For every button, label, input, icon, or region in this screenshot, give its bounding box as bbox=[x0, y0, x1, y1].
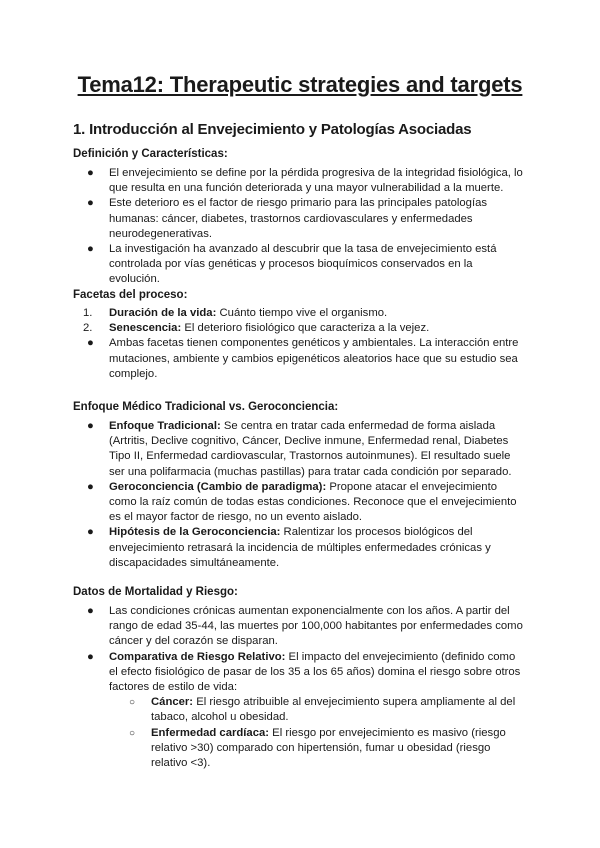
list-item: ● Comparativa de Riesgo Relativo: El impacto del envejecimiento (definido como el efecto fisiológico de pasar de los 35 a los 65 años) domina el riesgo sobre otros factores de estilo de vida: ○ Cáncer: El riesgo atribuible al envejecimiento supera ampliamente al del tabaco, alcohol u obesidad. ○ Enfermedad cardíaca: El riesgo por envejecimiento es masivo (riesgo relativo >30) comparado con hipertensión, fumar u obesidad (riesgo relativo <3). bbox=[73, 650, 523, 772]
list-item: ● La investigación ha avanzado al descubrir que la tasa de envejecimiento está controlada por vías genéticas y procesos bioquímicos conservados en la evolución. bbox=[87, 243, 497, 286]
sub-list bbox=[109, 695, 523, 771]
list-item: 2. Senescencia: El deterioro fisiológico que caracteriza a la vejez. bbox=[73, 321, 523, 336]
list-item: ● Hipótesis de la Geroconciencia: Ralentizar los procesos biológicos del envejecimiento retrasará la incidencia de múltiples enfermedades crónicas y discapacidades simultáneamente. bbox=[87, 526, 491, 569]
bullet-icon: ● bbox=[87, 650, 94, 663]
circle-bullet-icon: ○ bbox=[129, 697, 136, 709]
bullet-icon: ● bbox=[87, 420, 94, 432]
list-item: ● Enfoque Tradicional: Se centra en tratar cada enfermedad de forma aislada (Artritis, Declive cognitivo, Cáncer, Declive inmune, Enfermedad renal, Diabetes Tipo II, Enfermedad cardiovascular, Trastornos autoinmunes). El resultado suele ser una polifarmacia (muchas pastillas) para tratar cada condición por separado. bbox=[87, 420, 512, 478]
page-title: Tema12: Therapeutic strategies and targets bbox=[77, 72, 523, 97]
sub-list-item: ○ Enfermedad cardíaca: El riesgo por envejecimiento es masivo (riesgo relativo >30) comparado con hipertensión, fumar u obesidad (riesgo relativo <3). bbox=[129, 726, 506, 770]
bullet-icon: ● bbox=[87, 337, 94, 350]
bullet-icon: ● bbox=[87, 605, 94, 617]
bullet-icon: ● bbox=[87, 480, 94, 493]
mortality-list bbox=[73, 604, 523, 771]
definition-heading: Definición y Características: bbox=[73, 148, 228, 160]
list-number: 2. bbox=[83, 322, 93, 335]
list-item: 1. Duración de la vida: Cuánto tiempo vive el organismo. bbox=[73, 306, 523, 321]
bullet-icon: ● bbox=[87, 243, 94, 256]
bullet-icon: ● bbox=[87, 167, 94, 179]
list-item: ● Geroconciencia (Cambio de paradigma): Propone atacar el envejecimiento como la raíz común de todas estas condiciones. Reconoce que el envejecimiento es el mayor factor de riesgo, no un evento aislado. bbox=[87, 480, 517, 524]
facets-heading: Facetas del proceso: bbox=[73, 289, 188, 301]
approach-heading: Enfoque Médico Tradicional vs. Geroconciencia: bbox=[73, 401, 339, 413]
mortality-heading: Datos de Mortalidad y Riesgo: bbox=[73, 586, 238, 598]
list-number: 1. bbox=[83, 307, 93, 319]
sub-list-item: ○ Cáncer: El riesgo atribuible al envejecimiento supera ampliamente al del tabaco, alcohol u obesidad. bbox=[129, 696, 516, 724]
definition-list bbox=[73, 166, 523, 288]
facets-list bbox=[73, 306, 523, 382]
approach-list bbox=[73, 419, 523, 571]
bullet-icon: ● bbox=[87, 197, 94, 210]
list-item: ● Las condiciones crónicas aumentan exponencialmente con los años. A partir del rango de edad 35-44, las muertes por 100,000 habitantes por enfermedades como cáncer y del corazón se disparan. bbox=[87, 605, 523, 648]
list-item: ● Este deterioro es el factor de riesgo primario para las principales patologías humanas: cáncer, diabetes, trastornos cardiovasculares y enfermedades neurodegenerativas. bbox=[87, 197, 488, 240]
list-item: ● Ambas facetas tienen componentes genéticos y ambientales. La interacción entre mutaciones, ambiente y cambios epigenéticos aleatorios hace que su estudio sea complejo. bbox=[87, 337, 519, 380]
section-heading: 1. Introducción al Envejecimiento y Patologías Asociadas bbox=[73, 121, 472, 138]
bullet-icon: ● bbox=[87, 526, 94, 539]
list-item: ● El envejecimiento se define por la pérdida progresiva de la integridad fisiológica, lo que resulta en una función deteriorada y una mayor vulnerabilidad a la muerte. bbox=[87, 167, 523, 195]
circle-bullet-icon: ○ bbox=[129, 727, 136, 739]
